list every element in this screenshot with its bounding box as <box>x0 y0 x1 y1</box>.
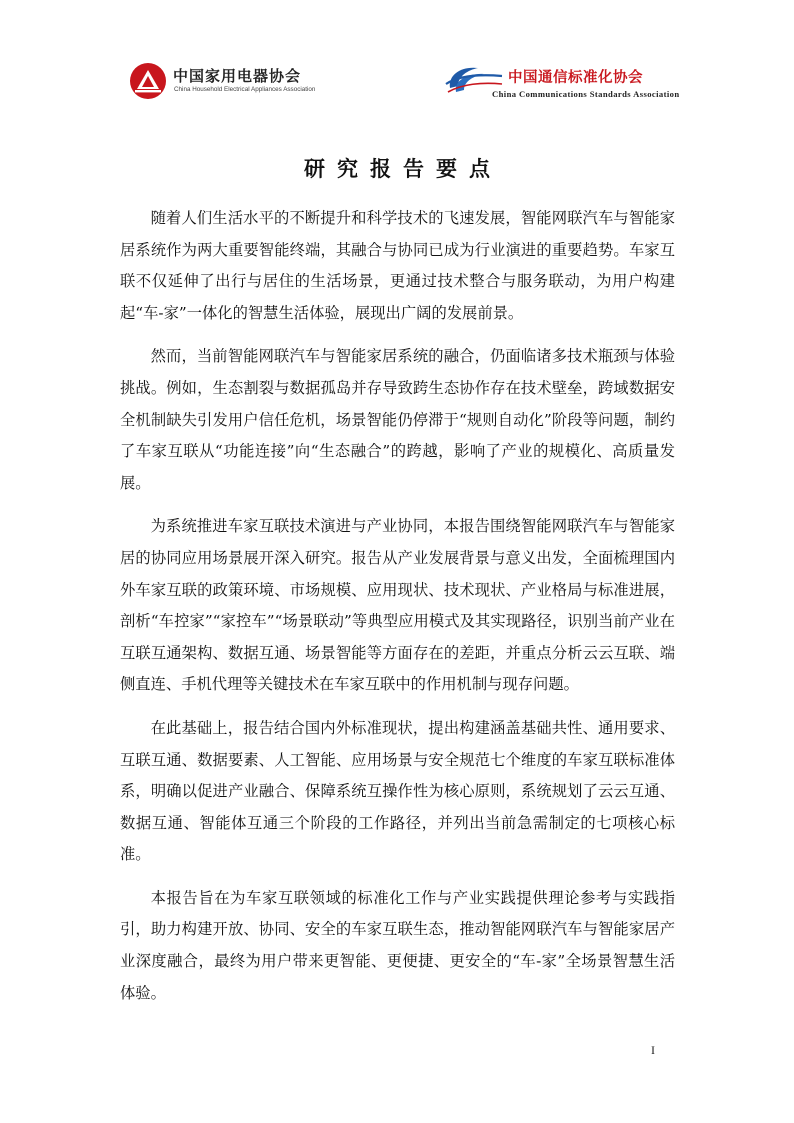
ccsa-logo <box>444 62 684 104</box>
paragraph-5: 本报告旨在为车家互联领域的标准化工作与产业实践提供理论参考与实践指引，助力构建开放、协同、安全的车家互联生态，推动智能网联汽车与智能家居产业深度融合，最终为用户带来更智能、更便捷、更安全的“车-家”全场景智慧生活体验。 <box>120 888 675 1002</box>
paragraph-1: 随着人们生活水平的不断提升和科学技术的飞速发展，智能网联汽车与智能家居系统作为两大重要智能终端，其融合与协同已成为行业演进的重要趋势。车家互联不仅延伸了出行与居住的生活场景，更通过技术整合与服务联动，为用户构建起“车-家”一体化的智慧生活体验，展现出广阔的发展前景。 <box>120 209 675 322</box>
paragraph-3: 为系统推进车家互联技术演进与产业协同，本报告围绕智能网联汽车与智能家居的协同应用场景展开深入研究。报告从产业发展背景与意义出发，全面梳理国内外车家互联的政策环境、市场规模、应用现状、技术现状、产业格局与标准进展，剖析“车控家”“家控车”“场景联动”等典型应用模式及其实现路径，识别当前产业在互联互通架构、数据互通、场景智能等方面存在的差距，并重点分析云云互联、端侧直连、手机代理等关键技术在车家互联中的作用机制与现存问题。 <box>120 517 675 694</box>
ccsa-name-en: China Communications Standards Association <box>492 89 680 99</box>
paragraph-2: 然而，当前智能网联汽车与智能家居系统的融合，仍面临诸多技术瓶颈与体验挑战。例如，生态割裂与数据孤岛并存导致跨生态协作存在技术壁垒，跨域数据安全机制缺失引发用户信任危机，场景智能仍停滞于“规则自动化”阶段等问题，制约了车家互联从“功能连接”向“生态融合”的跨越，影响了产业的规模化、高质量发展。 <box>120 347 675 492</box>
page-number: I <box>651 1043 655 1057</box>
ccsa-name-cn: 中国通信标准化协会 <box>508 70 643 86</box>
cheaa-name-cn: 中国家用电器协会 <box>173 67 302 85</box>
paragraph-4: 在此基础上，报告结合国内外标准现状，提出构建涵盖基础共性、通用要求、互联互通、数据要素、人工智能、应用场景与安全规范七个维度的车家互联标准体系，明确以促进产业融合、保障系统互操作性为核心原则，系统规划了云云互通、数据互通、智能体互通三个阶段的工作路径，并列出当前急需制定的七项核心标准。 <box>120 718 675 864</box>
document-body <box>120 203 675 1021</box>
cheaa-logo <box>129 62 359 100</box>
document-title: 研究报告要点 <box>304 157 502 181</box>
cheaa-logo-icon <box>129 62 167 100</box>
cheaa-name-en: China Household Electrical Appliances Association <box>174 86 316 93</box>
